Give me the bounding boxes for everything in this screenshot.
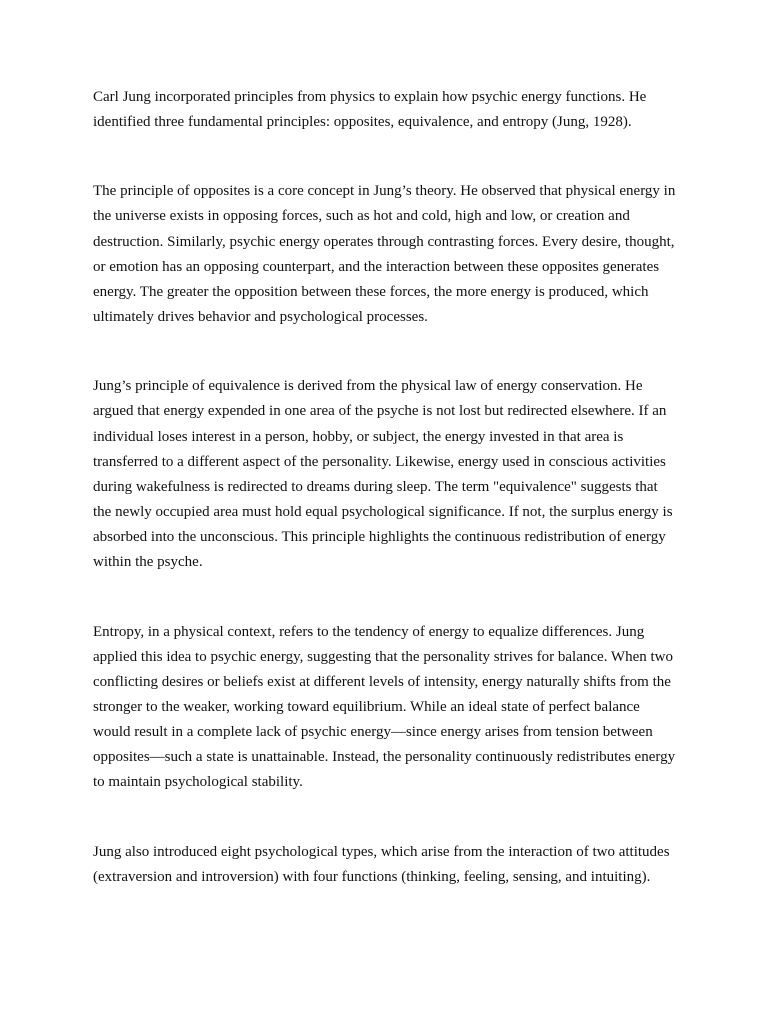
- paragraph-intro: Carl Jung incorporated principles from physics to explain how psychic energy functions. He identified three fundamental principles: opposites, equivalence, and entropy (Jung, 1928).: [93, 89, 647, 131]
- document-body: [93, 85, 677, 890]
- paragraph-equivalence: Jung’s principle of equivalence is derived from the physical law of energy conservation. He argued that energy expended in one area of the psyche is not lost but redirected elsewhere. If an individual loses interest in a person, hobby, or subject, the energy invested in that area is transferred to a different aspect of the personality. Likewise, energy used in conscious activities during wakefulness is redirected to dreams during sleep. The term "equivalence" suggests that the newly occupied area must hold equal psychological significance. If not, the surplus energy is absorbed into the unconscious. This principle highlights the continuous redistribution of energy within the psyche.: [93, 378, 673, 571]
- paragraph-opposites: The principle of opposites is a core concept in Jung’s theory. He observed that physical energy in the universe exists in opposing forces, such as hot and cold, high and low, or creation and destruction. Similarly, psychic energy operates through contrasting forces. Every desire, thought, or emotion has an opposing counterpart, and the interaction between these opposites generates energy. The greater the opposition between these forces, the more energy is produced, which ultimately drives behavior and psychological processes.: [93, 183, 676, 326]
- paragraph-psychological-types: Jung also introduced eight psychological types, which arise from the interaction of two attitudes (extraversion and introversion) with four functions (thinking, feeling, sensing, and intuiting).: [93, 843, 670, 885]
- paragraph-entropy: Entropy, in a physical context, refers to the tendency of energy to equalize differences. Jung applied this idea to psychic energy, suggesting that the personality strives for balance. When two conflicting desires or beliefs exist at different levels of intensity, energy naturally shifts from the stronger to the weaker, working toward equilibrium. While an ideal state of perfect balance would result in a complete lack of psychic energy—since energy arises from tension between opposites—such a state is unattainable. Instead, the personality continuously redistributes energy to maintain psychological stability.: [93, 623, 676, 791]
